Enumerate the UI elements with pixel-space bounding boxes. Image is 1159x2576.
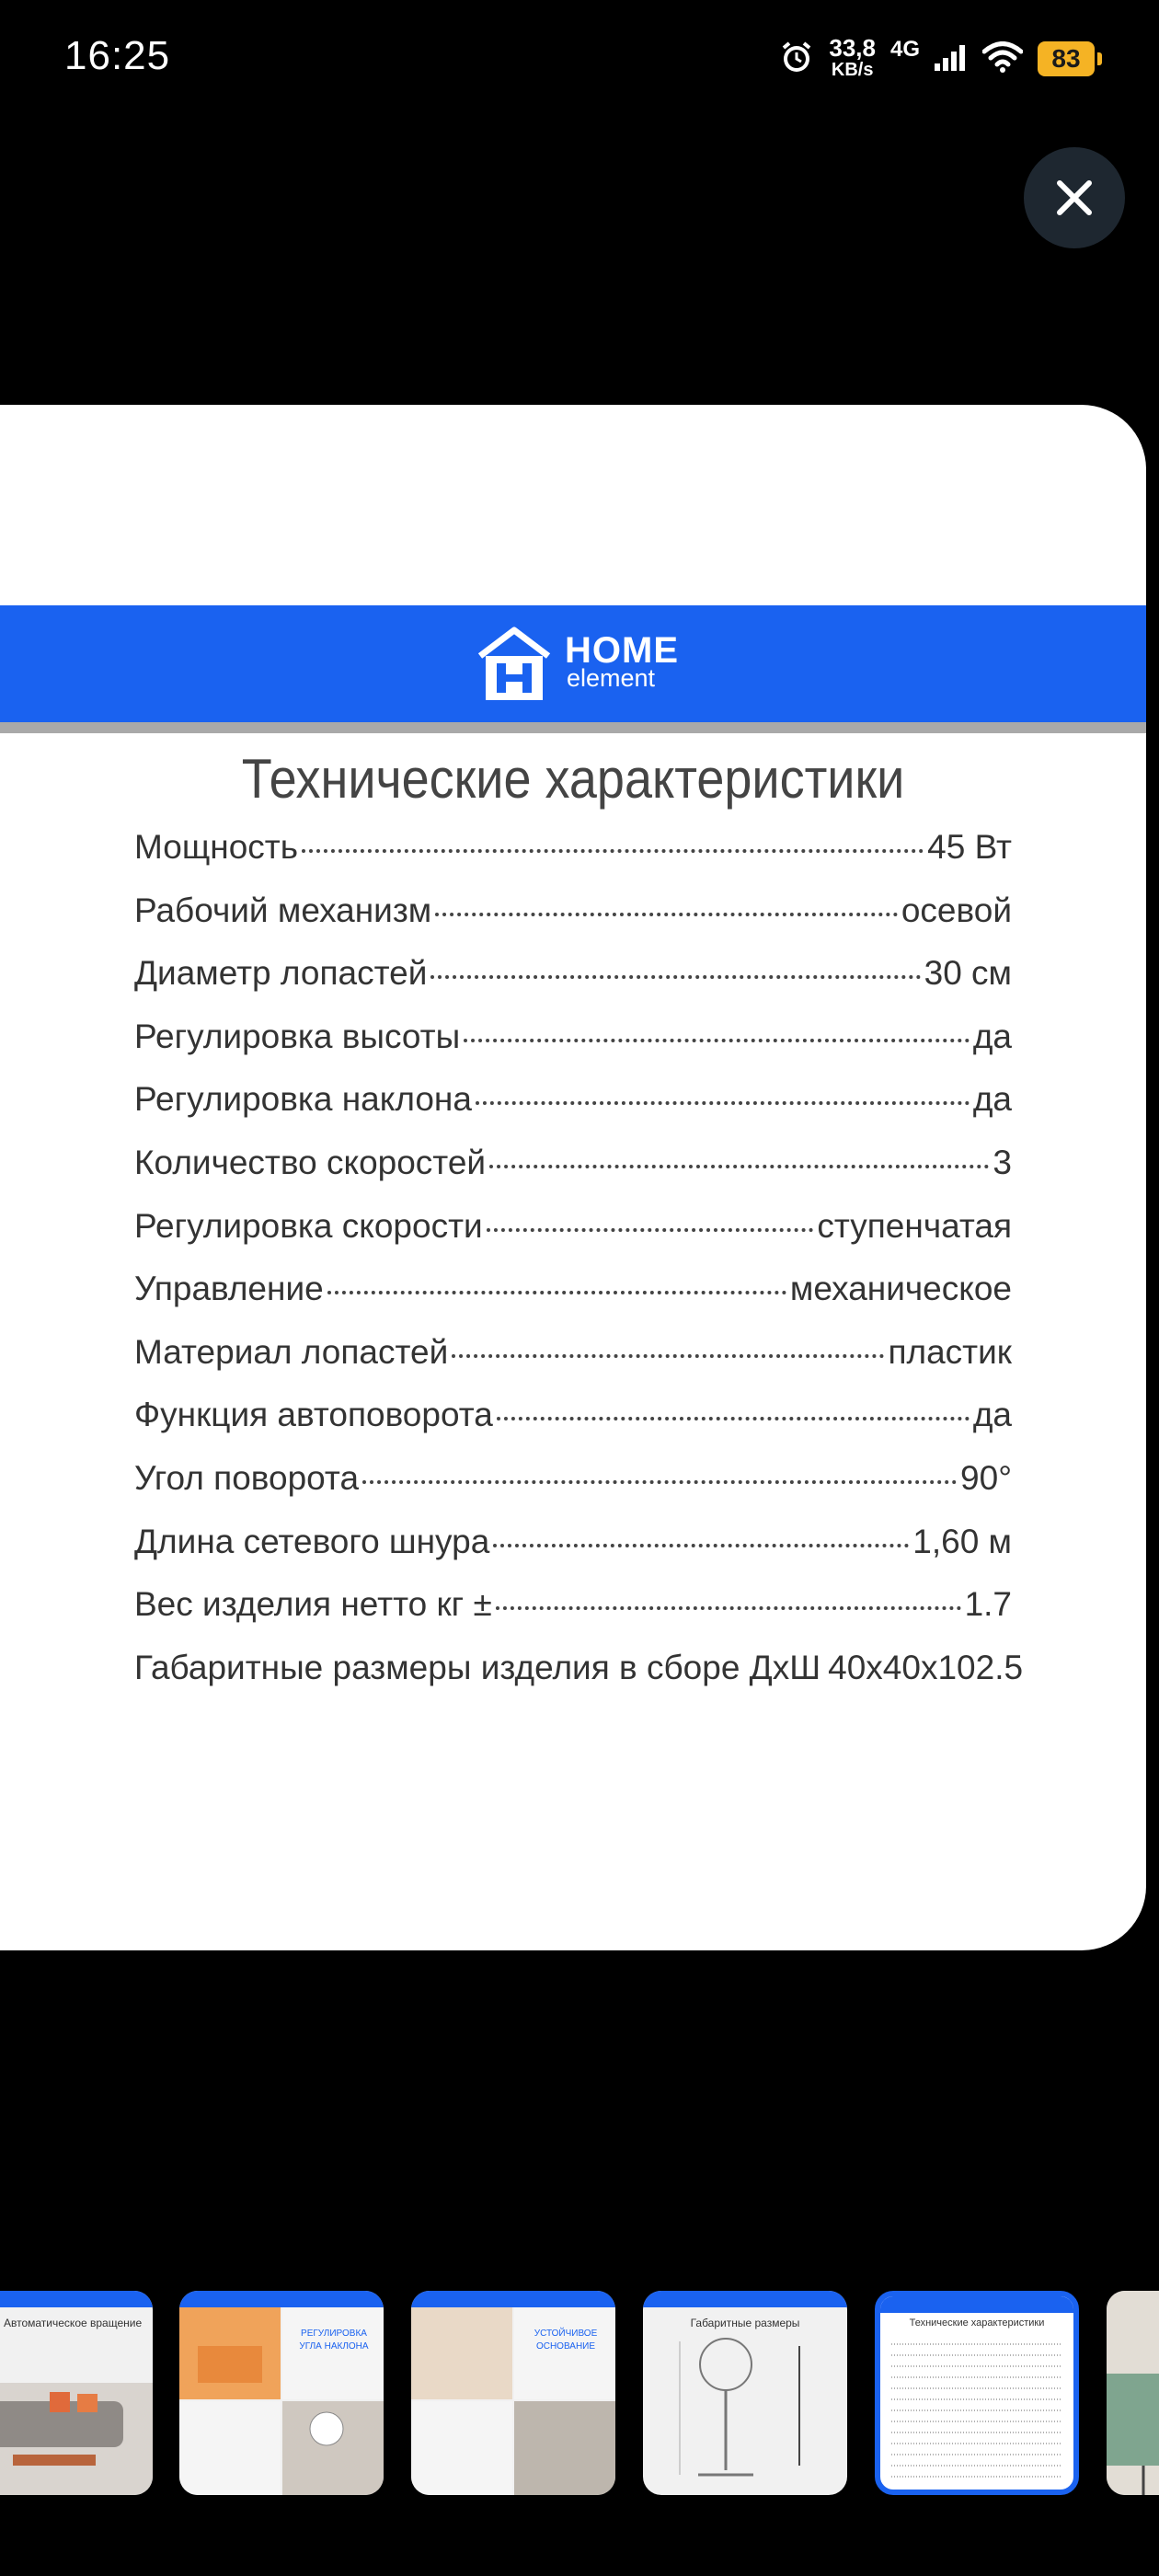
thumbnail-1[interactable]	[0, 2291, 153, 2495]
banner-stripe	[0, 722, 1146, 733]
product-image	[0, 405, 1146, 1950]
spec-label: Длина сетевого шнура	[134, 1522, 490, 1560]
spec-value: да	[972, 1396, 1012, 1434]
room-image-icon	[1107, 2291, 1159, 2495]
spec-value: 40x40x102.5	[828, 1648, 1024, 1686]
brand-banner	[0, 605, 1146, 722]
status-icons	[779, 34, 1095, 81]
brand-home: HOME	[565, 629, 679, 671]
spec-label: Рабочий механизм	[134, 891, 432, 929]
spec-label: Угол поворота	[134, 1458, 360, 1497]
spec-dots	[302, 849, 924, 853]
spec-value: осевой	[901, 891, 1012, 929]
status-bar	[0, 0, 1159, 124]
spec-label: Регулировка высоты	[134, 1017, 461, 1055]
close-button[interactable]	[1024, 147, 1125, 248]
spec-label: Вес изделия нетто кг ±	[134, 1585, 492, 1624]
brand-element: element	[567, 663, 656, 692]
signal-icon	[935, 43, 968, 75]
spec-value: 1,60 м	[912, 1522, 1012, 1560]
spec-label: Габаритные размеры изделия в сборе ДхШ	[134, 1648, 821, 1686]
spec-dots	[430, 975, 920, 979]
spec-value: ступенчатая	[817, 1206, 1012, 1245]
spec-row	[134, 1648, 1024, 1712]
thumbnail-caption: Габаритные размеры	[690, 2317, 800, 2329]
spec-value: механическое	[789, 1270, 1012, 1308]
spec-row	[134, 1523, 1012, 1586]
network-speed-unit: KB/s	[831, 60, 874, 80]
collage-image-icon	[179, 2291, 384, 2495]
specs-title: Технические характеристики	[241, 748, 905, 810]
spec-row	[134, 1080, 1012, 1144]
spec-value: 90°	[960, 1458, 1012, 1497]
wifi-icon	[982, 41, 1023, 76]
spec-dots	[327, 1291, 786, 1294]
spec-label: Диаметр лопастей	[134, 954, 428, 993]
spec-row	[134, 1270, 1012, 1333]
spec-row	[134, 891, 1012, 955]
spec-value: 3	[993, 1143, 1012, 1181]
thumbnail-caption: УСТОЙЧИВОЕ ОСНОВАНИЕ	[534, 2329, 598, 2352]
close-icon	[1056, 179, 1093, 216]
spec-row	[134, 954, 1012, 1018]
clock: 16:25	[64, 33, 171, 78]
spec-row	[134, 1585, 1012, 1649]
battery-indicator: 83	[1038, 41, 1095, 76]
collage-image-icon	[411, 2291, 615, 2495]
network-speed	[829, 34, 876, 81]
spec-dots	[476, 1101, 970, 1105]
spec-value: 30 см	[924, 954, 1012, 993]
spec-label: Регулировка наклона	[134, 1080, 472, 1119]
brand-name	[565, 629, 679, 692]
thumbnail-3[interactable]	[411, 2291, 615, 2495]
spec-dots	[362, 1480, 957, 1484]
network-speed-value: 33,8	[829, 34, 876, 62]
spec-row	[134, 1333, 1012, 1397]
spec-label: Функция автоповорота	[134, 1396, 493, 1434]
spec-dots	[464, 1039, 970, 1042]
spec-dots	[487, 1228, 814, 1232]
spec-row	[134, 1459, 1012, 1523]
spec-dots	[493, 1544, 909, 1547]
thumbnail-6[interactable]	[1107, 2291, 1159, 2495]
spec-label: Количество скоростей	[134, 1143, 487, 1181]
house-logo-icon	[473, 625, 556, 704]
thumbnail-caption: Автоматическое вращение	[4, 2317, 143, 2329]
spec-label: Управление	[134, 1270, 324, 1308]
spec-dots	[497, 1417, 970, 1420]
sofa-image-icon	[0, 2291, 153, 2495]
brand-logo	[473, 605, 679, 722]
thumbnail-caption: Технические характеристики	[909, 2317, 1045, 2329]
alarm-icon	[779, 40, 814, 78]
spec-value: да	[972, 1017, 1012, 1055]
thumbnail-5-active[interactable]	[875, 2291, 1079, 2495]
spec-row	[134, 1207, 1012, 1271]
fan-dimensions-icon	[643, 2291, 847, 2495]
spec-label: Регулировка скорости	[134, 1206, 483, 1245]
spec-list	[134, 828, 1024, 1711]
spec-row	[134, 828, 1012, 891]
spec-dots	[496, 1606, 961, 1610]
spec-dots	[452, 1354, 884, 1358]
spec-value: пластик	[888, 1332, 1012, 1371]
thumbnail-strip[interactable]	[0, 2291, 1159, 2499]
spec-row	[134, 1018, 1012, 1081]
spec-row	[134, 1396, 1012, 1459]
thumbnail-header	[880, 2296, 1073, 2313]
spec-label: Материал лопастей	[134, 1332, 449, 1371]
spec-value: 1.7	[964, 1585, 1012, 1624]
network-type: 4G	[889, 37, 920, 62]
spec-dots	[435, 913, 898, 916]
thumbnail-caption: РЕГУЛИРОВКА УГЛА НАКЛОНА	[299, 2329, 369, 2352]
spec-label: Мощность	[134, 828, 298, 866]
spec-value: да	[972, 1080, 1012, 1119]
spec-dots	[489, 1165, 989, 1168]
spec-value: 45 Вт	[927, 828, 1012, 866]
thumbnail-2[interactable]	[179, 2291, 384, 2495]
mini-spec-list-icon	[880, 2337, 1073, 2493]
thumbnail-4[interactable]	[643, 2291, 847, 2495]
spec-row	[134, 1144, 1012, 1207]
